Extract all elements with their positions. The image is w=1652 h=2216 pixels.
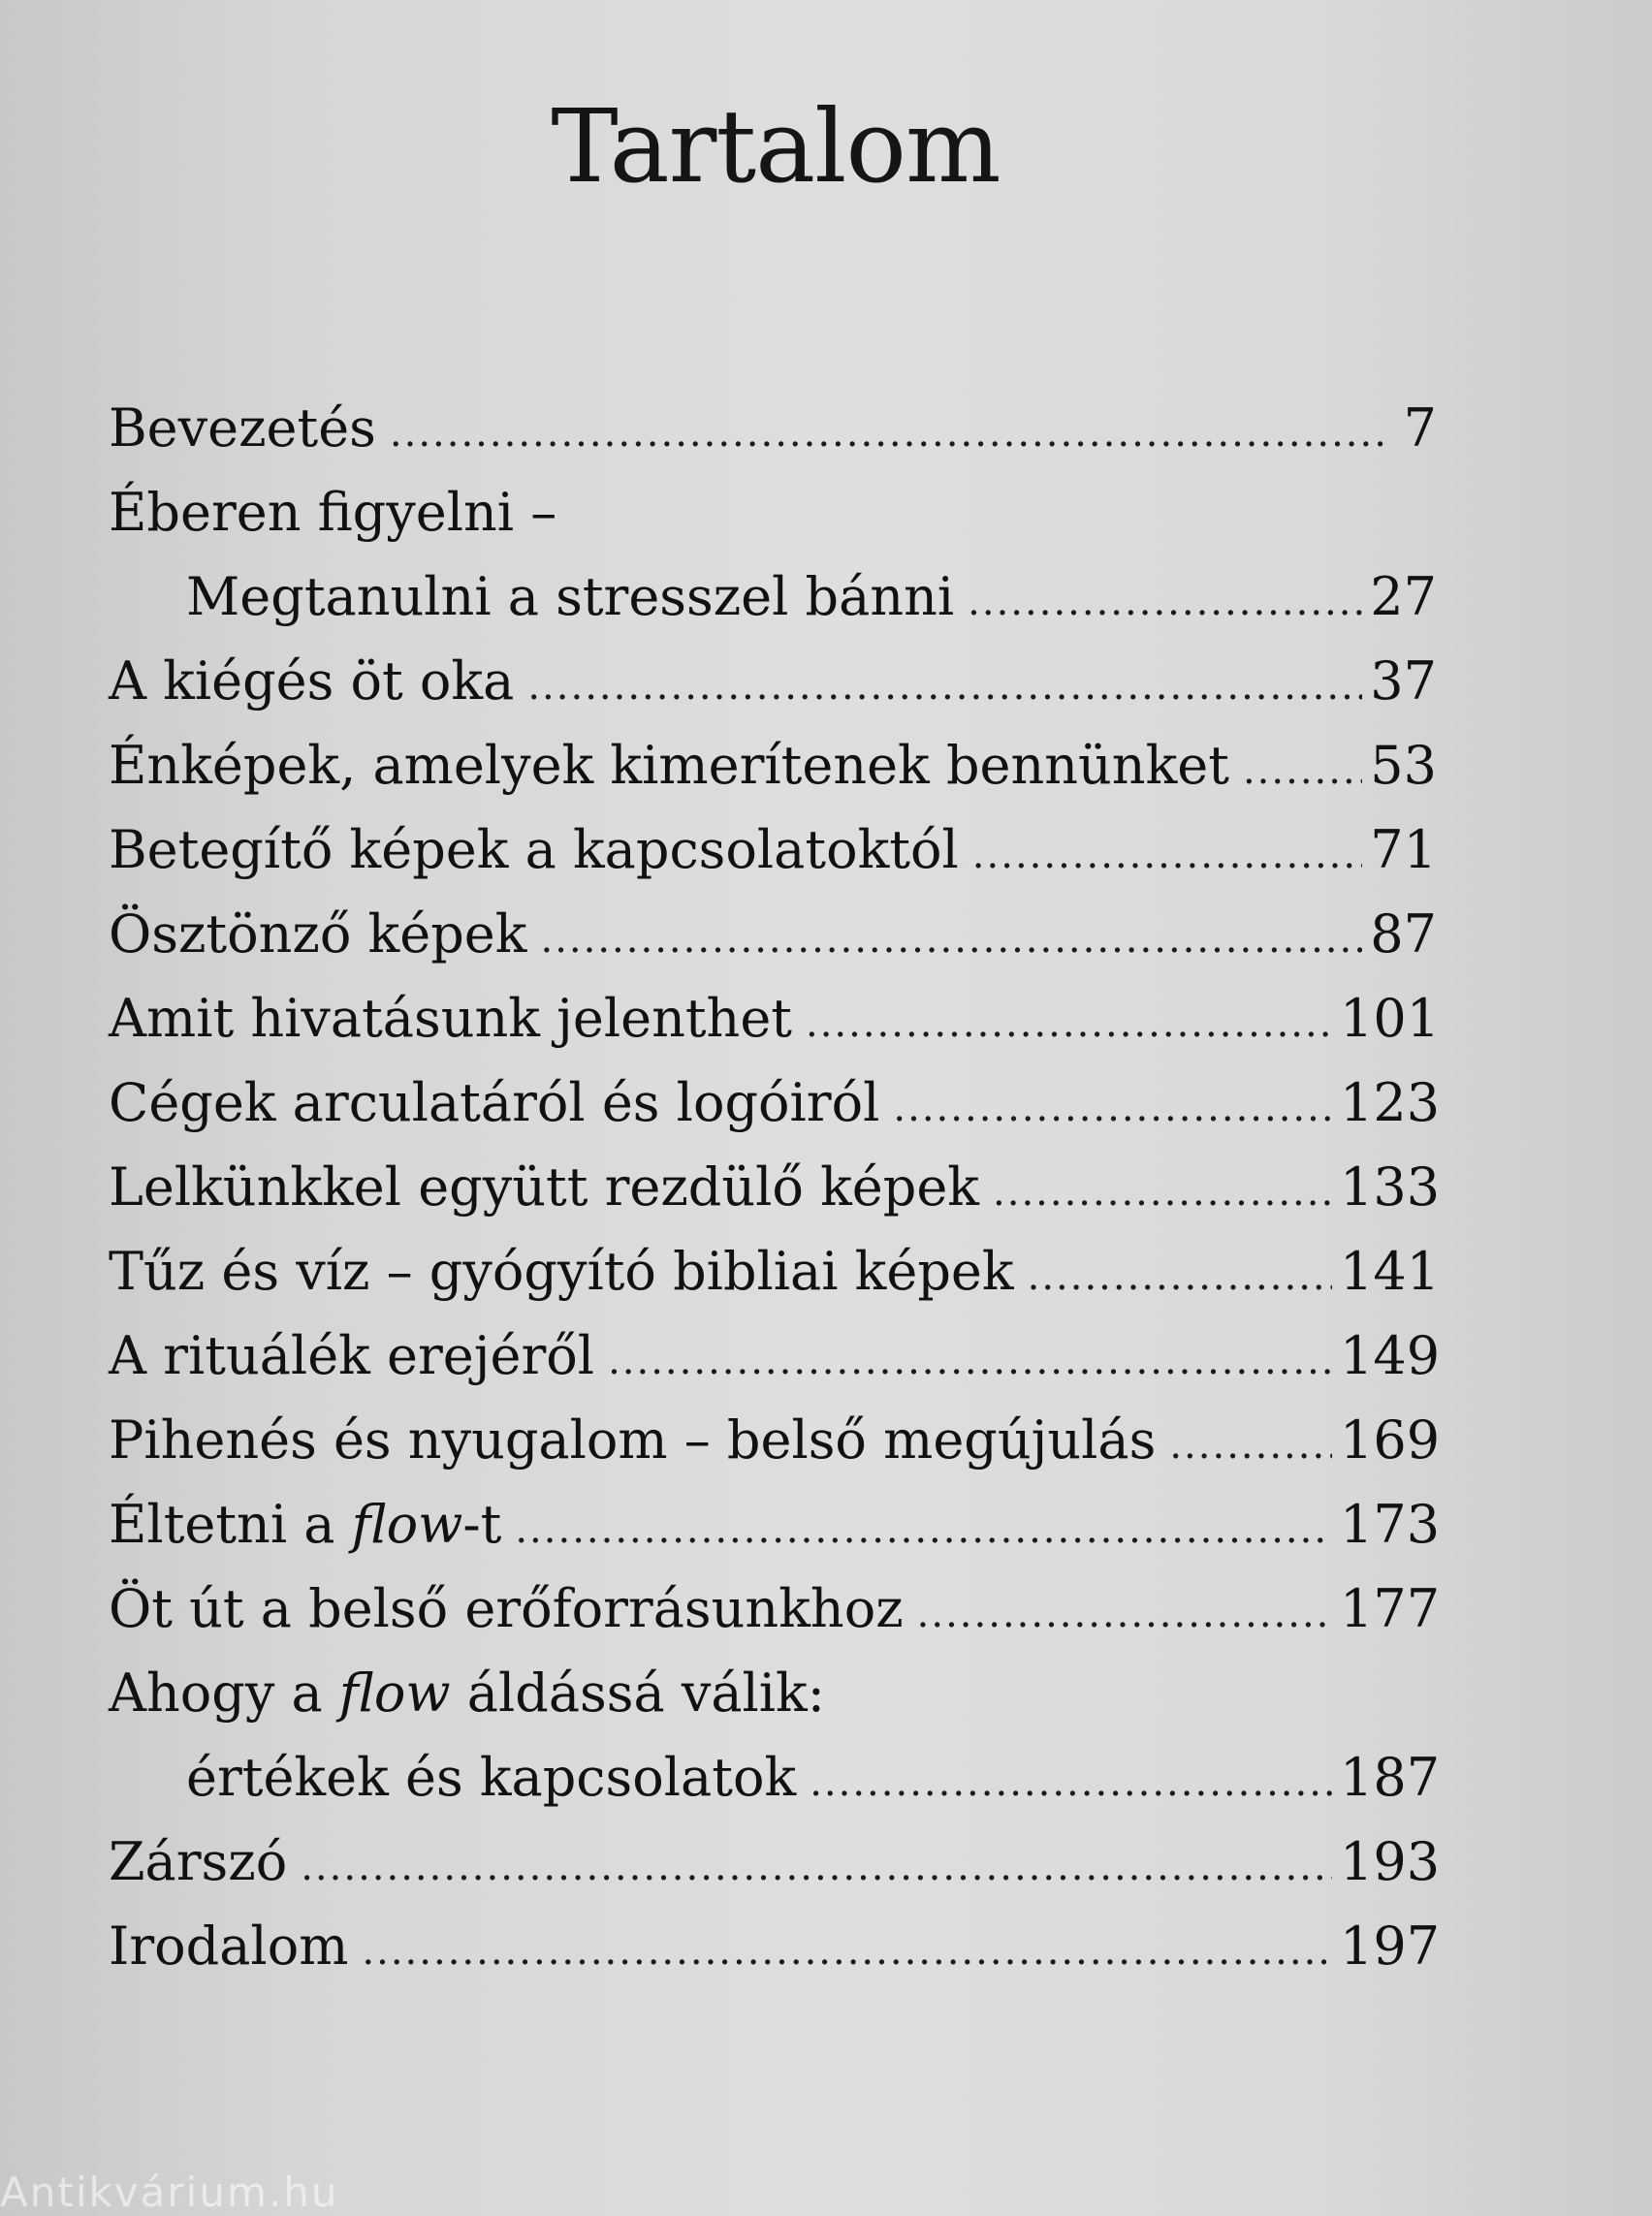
dot-leader bbox=[972, 813, 1362, 898]
toc-entry bbox=[109, 1145, 1441, 1229]
toc-entry-title-text: Amit hivatásunk jelenthet bbox=[109, 988, 792, 1049]
toc-entry-title-text: Betegítő képek a kapcsolatoktól bbox=[109, 819, 959, 880]
dot-leader bbox=[993, 1151, 1332, 1235]
toc-entry bbox=[109, 1482, 1441, 1567]
toc-entry bbox=[109, 1398, 1441, 1482]
toc-entry bbox=[109, 554, 1437, 639]
dot-leader bbox=[917, 1572, 1332, 1657]
toc-entry-title bbox=[109, 1482, 515, 1567]
toc-entry-title-text: Ahogy a bbox=[109, 1662, 339, 1724]
toc-entry bbox=[109, 1061, 1441, 1145]
toc-entry-title-suffix: -t bbox=[462, 1494, 502, 1555]
toc-page-number: 27 bbox=[1370, 566, 1437, 627]
dot-leader bbox=[527, 645, 1362, 729]
toc-entry bbox=[109, 723, 1437, 807]
toc-entry-title bbox=[109, 1651, 839, 1735]
toc-entry-title-text: Éberen figyelni – bbox=[109, 482, 557, 543]
toc-page-number: 193 bbox=[1340, 1831, 1441, 1892]
toc-entry-title bbox=[109, 892, 540, 976]
toc-page-number: 7 bbox=[1403, 397, 1437, 459]
toc-entry-title-suffix: áldássá válik: bbox=[450, 1662, 825, 1724]
toc-entry-title bbox=[109, 1314, 608, 1398]
toc-entry-title-text: Irodalom bbox=[109, 1915, 349, 1977]
toc-page-number: 101 bbox=[1340, 988, 1441, 1049]
toc-page-number: 71 bbox=[1370, 819, 1437, 880]
toc-page-number: 169 bbox=[1340, 1409, 1441, 1471]
toc-entry bbox=[109, 892, 1437, 976]
toc-entry bbox=[109, 1904, 1441, 1988]
toc-page-number: 177 bbox=[1340, 1578, 1441, 1639]
toc-entry-title bbox=[109, 1820, 301, 1904]
toc-entry bbox=[109, 639, 1437, 723]
dot-leader bbox=[608, 1319, 1332, 1404]
dot-leader bbox=[390, 392, 1384, 476]
dot-leader bbox=[806, 982, 1332, 1066]
toc-entry-title bbox=[109, 1567, 917, 1651]
dot-leader bbox=[301, 1825, 1332, 1910]
table-of-contents bbox=[109, 386, 1441, 1988]
toc-entry-title-text: Lelkünkkel együtt rezdülő képek bbox=[109, 1156, 980, 1218]
toc-entry-title bbox=[109, 807, 972, 892]
dot-leader bbox=[893, 1066, 1332, 1151]
dot-leader bbox=[810, 1741, 1332, 1825]
toc-entry bbox=[109, 386, 1437, 470]
toc-entry-title bbox=[109, 639, 527, 723]
dot-leader bbox=[968, 560, 1362, 645]
toc-page-number: 141 bbox=[1340, 1241, 1441, 1302]
toc-entry-title-text: Énképek, amelyek kimerítenek bennünket bbox=[109, 735, 1229, 796]
toc-page-number: 173 bbox=[1340, 1494, 1441, 1555]
dot-leader bbox=[1243, 729, 1362, 813]
dot-leader bbox=[540, 898, 1362, 982]
toc-entry-title bbox=[109, 723, 1243, 807]
toc-page-number: 87 bbox=[1370, 903, 1437, 965]
toc-entry-title-text: Bevezetés bbox=[109, 397, 376, 459]
toc-entry bbox=[109, 1314, 1441, 1398]
toc-entry-title-text: Pihenés és nyugalom – belső megújulás bbox=[109, 1409, 1157, 1471]
toc-entry-title bbox=[109, 976, 806, 1061]
dot-leader bbox=[1028, 1235, 1332, 1319]
toc-entry-title-text: Éltetni a bbox=[109, 1494, 352, 1555]
toc-entry bbox=[109, 1229, 1441, 1314]
watermark-text: Antikvárium.hu bbox=[0, 2169, 339, 2216]
toc-entry-title bbox=[109, 1061, 893, 1145]
page-title: Tartalom bbox=[551, 86, 1001, 206]
toc-entry-title bbox=[109, 470, 570, 554]
toc-page-number: 197 bbox=[1340, 1915, 1441, 1977]
toc-page-number: 53 bbox=[1370, 735, 1437, 796]
toc-entry-title bbox=[109, 1904, 362, 1988]
toc-page-number: 149 bbox=[1340, 1325, 1441, 1386]
toc-entry-title bbox=[109, 386, 390, 470]
toc-entry-title-italic: flow bbox=[351, 1494, 463, 1555]
toc-entry-title-italic: flow bbox=[338, 1662, 451, 1724]
toc-entry-title-text: A kiégés öt oka bbox=[109, 650, 515, 712]
toc-page-number: 133 bbox=[1340, 1156, 1441, 1218]
toc-entry bbox=[109, 976, 1441, 1061]
toc-entry-title-text: Ösztönző képek bbox=[109, 903, 527, 965]
toc-entry bbox=[109, 1820, 1441, 1904]
toc-entry-title bbox=[109, 1229, 1028, 1314]
toc-entry-title-text: Öt út a belső erőforrásunkhoz bbox=[109, 1578, 904, 1639]
toc-entry-title bbox=[109, 1398, 1169, 1482]
dot-leader bbox=[1169, 1404, 1332, 1488]
toc-entry-title-text: értékek és kapcsolatok bbox=[186, 1747, 797, 1808]
toc-entry bbox=[109, 1651, 1437, 1735]
toc-entry-title bbox=[109, 1145, 993, 1229]
dot-leader bbox=[362, 1910, 1332, 1994]
toc-entry bbox=[109, 470, 1437, 554]
toc-entry-title-text: Zárszó bbox=[109, 1831, 288, 1892]
toc-entry-title-text: Megtanulni a stresszel bánni bbox=[186, 566, 955, 627]
toc-entry-title bbox=[109, 1735, 810, 1820]
toc-entry-title bbox=[109, 554, 968, 639]
toc-page-number: 37 bbox=[1370, 650, 1437, 712]
toc-page-number: 123 bbox=[1340, 1072, 1441, 1133]
dot-leader bbox=[515, 1488, 1332, 1572]
toc-entry bbox=[109, 1567, 1441, 1651]
toc-page-number: 187 bbox=[1340, 1747, 1441, 1808]
toc-entry-title-text: Cégek arculatáról és logóiról bbox=[109, 1072, 880, 1133]
toc-entry-title-text: A rituálék erejéről bbox=[109, 1325, 595, 1386]
toc-entry-title-text: Tűz és víz – gyógyító bibliai képek bbox=[109, 1241, 1014, 1302]
toc-entry bbox=[109, 1735, 1441, 1820]
toc-entry bbox=[109, 807, 1437, 892]
